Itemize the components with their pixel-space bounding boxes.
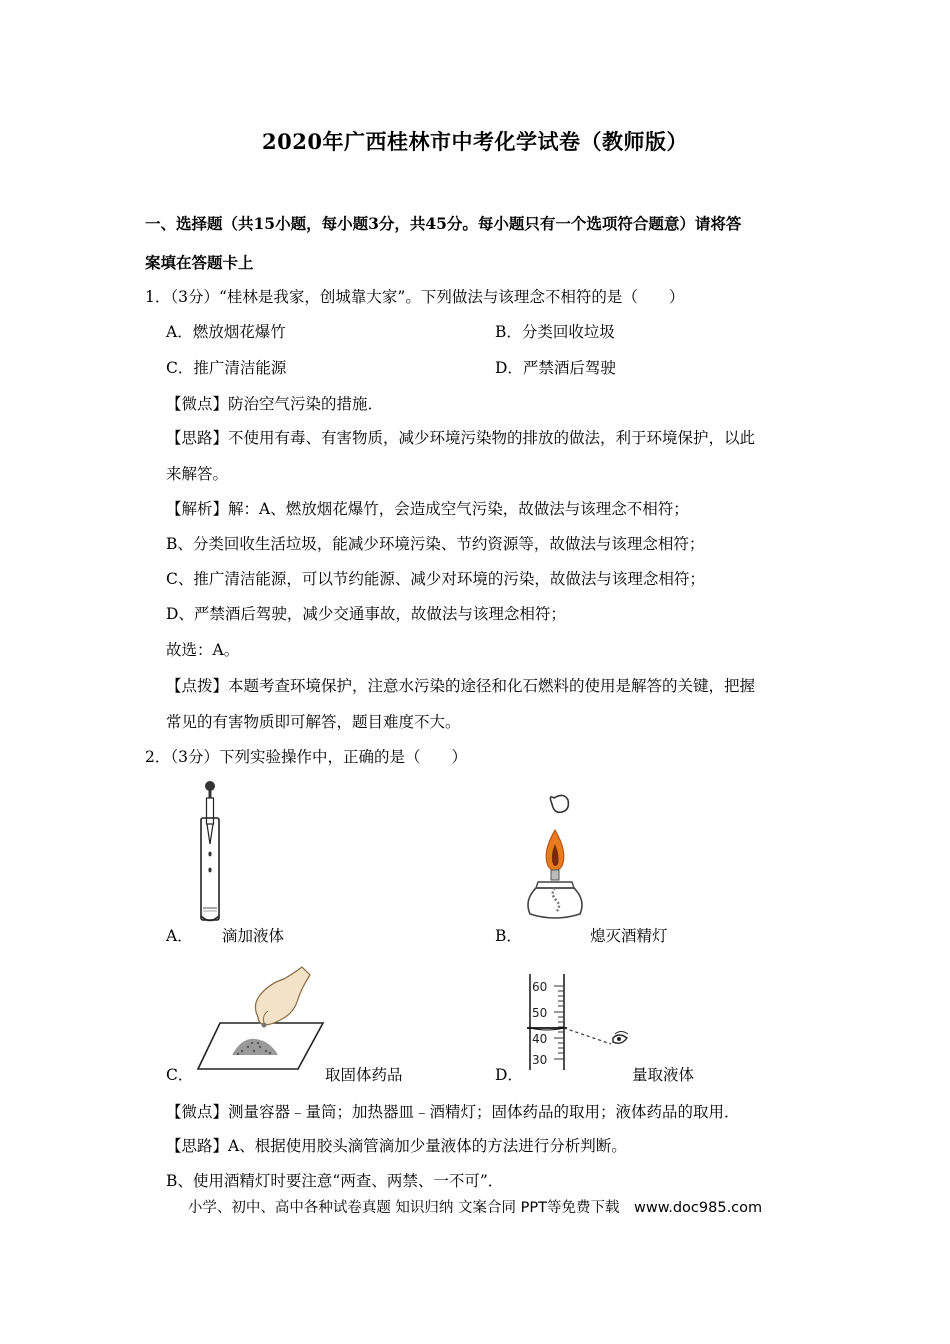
cylinder-tick-60: 60	[532, 980, 548, 994]
q2-option-d-caption: 量取液体	[632, 1066, 695, 1084]
q1-dianbo-line1: 【点拨】本题考查环境保护，注意水污染的途径和化石燃料的使用是解答的关键，把握	[166, 677, 756, 695]
graduated-cylinder-figure	[527, 972, 632, 1072]
q2-weidian: 【微点】测量容器﹣量筒；加热器皿﹣酒精灯；固体药品的取用；液体药品的取用．	[166, 1103, 740, 1121]
alcohol-lamp-figure	[520, 790, 590, 925]
cylinder-tick-30: 30	[532, 1053, 548, 1067]
q2-option-b-caption: 熄灭酒精灯	[590, 927, 668, 945]
q1-option-a: A．燃放烟花爆竹	[166, 323, 286, 341]
q1-weidian: 【微点】防治空气污染的措施．	[166, 395, 384, 413]
q1-option-c: C．推广清洁能源	[166, 359, 287, 377]
q1-jiexi-line1: 【解析】解：A、燃放烟花爆竹，会造成空气污染，故做法与该理念不相符；	[166, 500, 689, 518]
q2-option-c-caption: 取固体药品	[325, 1066, 403, 1084]
hand-solid-reagent-figure	[198, 965, 323, 1075]
q1-jiexi-line2: B、分类回收生活垃圾，能减少环境污染、节约资源等，故做法与该理念相符；	[166, 535, 705, 553]
q1-option-d: D．严禁酒后驾驶	[495, 359, 616, 377]
section-heading-line2: 案填在答题卡上	[145, 253, 254, 272]
q2-option-b-letter: B．	[495, 927, 522, 945]
page-footer: 小学、初中、高中各种试卷真题 知识归纳 文案合同 PPT等免费下载 www.doc985.com	[187, 1200, 763, 1216]
cylinder-tick-40: 40	[532, 1032, 548, 1046]
q2-option-c-letter: C．	[166, 1066, 194, 1084]
q1-dianbo-line2: 常见的有害物质即可解答，题目难度不大。	[166, 713, 461, 731]
q1-silu-line2: 来解答。	[166, 465, 229, 483]
section-heading-line1: 一、选择题（共15小题，每小题3分，共45分。每小题只有一个选项符合题意）请将答	[145, 214, 742, 233]
q2-option-d-letter: D．	[495, 1066, 523, 1084]
q1-jiexi-line3: C、推广清洁能源，可以节约能源、减少对环境的污染，故做法与该理念相符；	[166, 570, 705, 588]
dropper-test-tube-figure	[190, 778, 230, 928]
q2-silu: 【思路】A、根据使用胶头滴管滴加少量液体的方法进行分析判断。	[166, 1137, 627, 1155]
q2-option-a-letter: A．	[166, 927, 193, 945]
q1-stem: 1．（3分）“桂林是我家，创城靠大家”。下列做法与该理念不相符的是（ ）	[145, 288, 685, 306]
page-title: 2020年广西桂林市中考化学试卷（教师版）	[262, 129, 688, 154]
q2-line-b: B、使用酒精灯时要注意“两查、两禁、一不可”．	[166, 1172, 504, 1190]
q1-option-b: B．分类回收垃圾	[495, 323, 615, 341]
cylinder-tick-50: 50	[532, 1006, 548, 1020]
q2-stem: 2．（3分）下列实验操作中，正确的是（ ）	[145, 748, 467, 766]
q2-option-a-caption: 滴加液体	[222, 927, 285, 945]
q1-answer: 故选：A。	[166, 641, 240, 659]
q1-jiexi-line4: D、严禁酒后驾驶，减少交通事故，故做法与该理念相符；	[166, 605, 566, 623]
q1-silu-line1: 【思路】不使用有毒、有害物质，减少环境污染物的排放的做法，利于环境保护，以此	[166, 429, 756, 447]
